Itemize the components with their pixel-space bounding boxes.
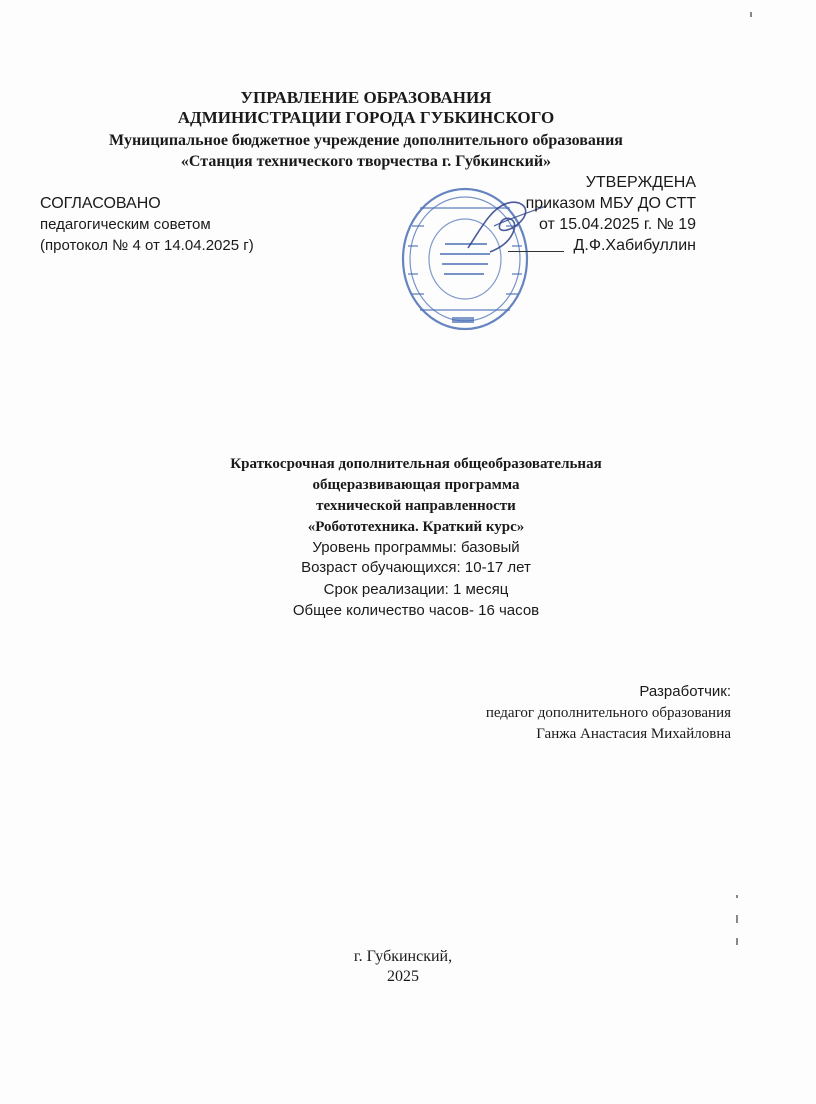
footer-year: 2025 xyxy=(387,968,419,985)
agreed-protocol: (протокол № 4 от 14.04.2025 г) xyxy=(40,237,254,254)
header-department: УПРАВЛЕНИЕ ОБРАЗОВАНИЯ xyxy=(240,88,492,107)
program-age: Возраст обучающихся: 10-17 лет xyxy=(301,559,531,576)
scan-speck xyxy=(736,895,738,898)
scan-speck xyxy=(736,915,738,923)
program-level: Уровень программы: базовый xyxy=(312,539,520,556)
program-name: «Робототехника. Краткий курс» xyxy=(307,519,525,535)
approved-order: приказом МБУ ДО СТТ xyxy=(525,195,696,212)
header-administration: АДМИНИСТРАЦИИ ГОРОДА ГУБКИНСКОГО xyxy=(177,108,555,127)
program-title-line3: технической направленности xyxy=(316,498,516,514)
program-title-line2: общеразвивающая программа xyxy=(312,477,520,493)
header-institution: Муниципальное бюджетное учреждение дополнительного образования xyxy=(109,132,623,149)
program-hours: Общее количество часов- 16 часов xyxy=(292,602,540,619)
program-term: Срок реализации: 1 месяц xyxy=(323,581,509,598)
agreed-title: СОГЛАСОВАНО xyxy=(40,195,161,212)
program-title-line1: Краткосрочная дополнительная общеобразовательная xyxy=(230,456,602,472)
footer-city: г. Губкинский, xyxy=(353,948,453,965)
approved-title: УТВЕРЖДЕНА xyxy=(585,174,696,191)
signature-line xyxy=(508,251,564,252)
approved-order-date: от 15.04.2025 г. № 19 xyxy=(538,216,696,233)
approved-director-name: Д.Ф.Хабибуллин xyxy=(573,237,696,254)
agreed-council: педагогическим советом xyxy=(40,216,211,233)
developer-title: Разработчик: xyxy=(639,683,731,700)
scan-speck xyxy=(750,12,752,17)
header-station-name: «Станция технического творчества г. Губкинский» xyxy=(180,153,552,170)
scan-speck xyxy=(736,938,738,945)
developer-position: педагог дополнительного образования xyxy=(485,705,731,721)
developer-name: Ганжа Анастасия Михайловна xyxy=(536,726,731,742)
